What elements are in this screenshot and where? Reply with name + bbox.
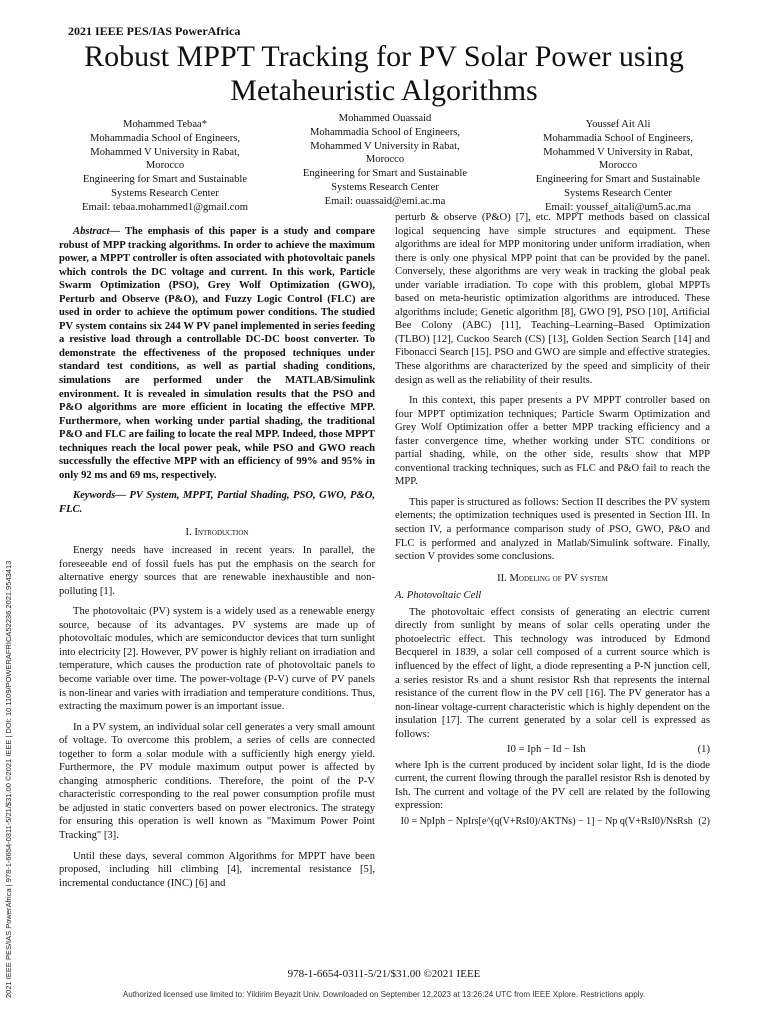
paragraph: Until these days, several common Algorithms for MPPT have been proposed, including hill climbing [4], incremental resistance [5], incremental conductance (INC) [6] and [59,850,375,889]
author-affiliation: Engineering for Smart and Sustainable [302,168,468,180]
author-affiliation: Engineering for Smart and Sustainable [82,174,248,186]
author-name: Youssef Ait Ali [585,119,651,130]
footer-isbn: 978-1-6654-0311-5/21/$31.00 ©2021 IEEE [287,968,481,980]
author-affiliation: Morocco [365,154,405,166]
paper-title [40,40,728,108]
equation-2 [395,815,710,829]
title-line-1: Robust MPPT Tracking for PV Solar Power using [84,40,684,73]
equation-1 [395,743,710,757]
author-affiliation: Systems Research Center [331,181,439,193]
keywords-label: Keywords— [73,490,126,502]
author-name: Mohammed Tebaa* [122,119,208,130]
paragraph: The photovoltaic effect consists of generating an electric current directly from sunlight by means of solar cells operating under the photoelectric effect. This technology was introduced by Edmond Becquerel in 1839, a solar cell composed of a current source which is influenced by the effect of light, a diode representing a P-N junction cell, a series resistor Rs and a shunt resistor Rsh that represents the internal resistance of the current flow in the PV cell [16]. The PV generator has a non-linear voltage-current characteristic which is highly dependent on the insulation [17]. The current generated by a solar cell is expressed as follows: [395,606,710,740]
author-block-2 [280,112,490,209]
conference-name: 2021 IEEE PES/IAS PowerAfrica [68,24,241,38]
title-line-2: Metaheuristic Algorithms [230,74,538,107]
author-email: Email: tebaa.mohammed1@gmail.com [82,201,248,213]
author-email: Email: youssef_aitali@um5.ac.ma [545,201,691,213]
left-column [59,225,375,890]
author-affiliation: Mohammed V University in Rabat, [310,140,460,152]
author-affiliation: Mohammed V University in Rabat, [543,146,693,158]
footer-license: Authorized licensed use limited to: Yildirim Beyazit Univ. Downloaded on September 12,2023 at 13:26:24 UTC from IEEE Xplore. Restrictions apply. [122,990,646,999]
paragraph: This paper is structured as follows: Section II describes the PV system elements; the optimization techniques used is presented in Section III. In section IV, a performance comparison study of PSO, GWO, P&O and FLC is performed and analyzed in Matlab/Simulink software. Finally, section V provides some conclusions. [395,496,710,563]
paragraph: where Iph is the current produced by incident solar light, Id is the diode current, the current flowing through the parallel resistor Rsh is denoted by Ish. The current and voltage of the PV cell are related by the following expression: [395,759,710,812]
author-affiliation: Morocco [145,160,185,172]
author-email: Email: ouassaid@emi.ac.ma [324,195,446,207]
equation-body: I0 = NpIph − NpIrs[e^(q(V+RsI0)/AKTNs) − 1] − Np q(V+RsI0)/NsRsh [400,815,693,827]
abstract-text: The emphasis of this paper is a study and compare robust of MPP tracking algorithms. In order to achieve the maximum power, a MPPT controller is often associated with photovoltaic panels which controls the DC voltage and current. In this work, Particle Swarm Optimization (PSO), Grey Wolf Optimization (GWO), Perturb and Observe (P&O), and Fuzzy Logic Control (FLC) are used in order to achieve the optimum power conditions. The studied PV system contains six 244 W PV panel implemented in series feeding a resistive load through a controllable DC-DC boost converter. To demonstrate the effectiveness of the proposed techniques under standard test conditions, as well as partial shading conditions, simulations are performed under the MATLAB/Simulink environment. It is revealed in simulation results that the PSO and P&O algorithms are more efficient in locating the effective MPP. Furthermore, when working under partial shading, the traditional P&O and FLC are failing to locate the real MPP. Indeed, those MPPT techniques reach the local power peak, while PSO and GWO reach successfully the effective MPP with an efficiency of 99% and 95% in only 92 ms and 69 ms, respectively. [59,226,375,481]
author-affiliation: Mohammed V University in Rabat, [90,146,240,158]
keywords [59,489,375,516]
author-affiliation: Systems Research Center [564,187,672,199]
paragraph: The photovoltaic (PV) system is a widely used as a renewable energy source, because of its advantages. PV systems are made up of photovoltaic modules, which are semiconductor devices that turn sunlight into electricity [2]. However, PV power is highly reliant on irradiation and temperature, which causes the production rate of photovoltaic panels to become variable over time. The power-voltage (P-V) curve of PV panels is non-linear and varies with irradiation and temperature conditions. Thus, extracting the maximum power is an important issue. [59,606,375,713]
abstract [59,225,375,482]
right-column [395,211,710,831]
paragraph: Energy needs have increased in recent years. In parallel, the foreseeable end of fossil fuels has put the emphasis on the search for alternative energy sources that are renewable inexhaustible and non-polluting [1]. [59,545,375,597]
author-block-3 [502,118,734,215]
equation-number: (2) [698,815,710,827]
section-heading-modeling: II. Modeling of PV system [497,572,608,584]
author-name: Mohammed Ouassaid [338,113,432,124]
equation-number: (1) [697,744,710,756]
author-affiliation: Morocco [598,160,638,172]
equation-body: I0 = Iph − Id − Ish [507,744,586,756]
subsection-heading: A. Photovoltaic Cell [395,590,482,602]
paragraph: perturb & observe (P&O) [7], etc. MPPT methods based on classical logical sequencing have simple structures and equipment. These algorithms are ideal for MPP monitoring under uniform irradiation, when there is only one physical MPP point that can be provided by the panel. Conversely, these algorithms are very weak in tracking the global peak under variable irradiation. To cope with this problem, global MPPTs based on meta-heuristic optimization algorithms are introduced. These algorithms include; Genetic algorithm [8], GWO [9], PSO [10], Artificial Bee Colony (ABC) [11], Teaching–Learning–Based Optimization (TLBO) [12], Cuckoo Search (CS) [13], Golden Section Search [14] and Fibonacci Search [15]. PSO and GWO are simple and effective strategies. These algorithms are characterized by the speed and simplicity of their design as well as the reliability of their results. [395,212,710,386]
doi-sidebar: 2021 IEEE PES/IAS PowerAfrica | 978-1-6654-0311-5/21/$31.00 ©2021 IEEE | DOI: 10.1109/POWERAFRICA52236.2021.9543413 [4,560,13,998]
abstract-label: Abstract— [73,226,121,237]
author-block-1 [50,118,280,215]
author-affiliation: Engineering for Smart and Sustainable [535,174,701,186]
author-affiliation: Mohammadia School of Engineers, [309,126,461,138]
paragraph: In a PV system, an individual solar cell generates a very small amount of voltage. To overcome this problem, a series of cells are connected together to form a solar module with a sufficiently high energy yield. Furthermore, the PV module maximum output power is affected by changing atmospheric conditions. Therefore, the point of the P-V characteristic corresponding to the real power consumption profile must be adjusted in static converters based on power electronics. The strategy for ensuring this operation is well known as "Maximum Power Point Tracking" [3]. [59,721,375,841]
author-affiliation: Mohammadia School of Engineers, [542,132,694,144]
author-affiliation: Systems Research Center [111,187,219,199]
keywords-text: PV System, MPPT, Partial Shading, PSO, GWO, P&O, FLC. [59,490,375,515]
section-heading-introduction: I. Introduction [185,527,249,539]
author-affiliation: Mohammadia School of Engineers, [89,132,241,144]
paragraph: In this context, this paper presents a PV MPPT controller based on four MPPT optimization techniques; Particle Swarm Optimization and Grey Wolf Optimization offer a better MPP tracking efficiency and a faster convergence time, whether working under STC conditions or partial shading, while, on the other side, results show that MPP conventional tracking techniques, such as FLC and P&O fail to reach the MPP. [395,395,710,488]
